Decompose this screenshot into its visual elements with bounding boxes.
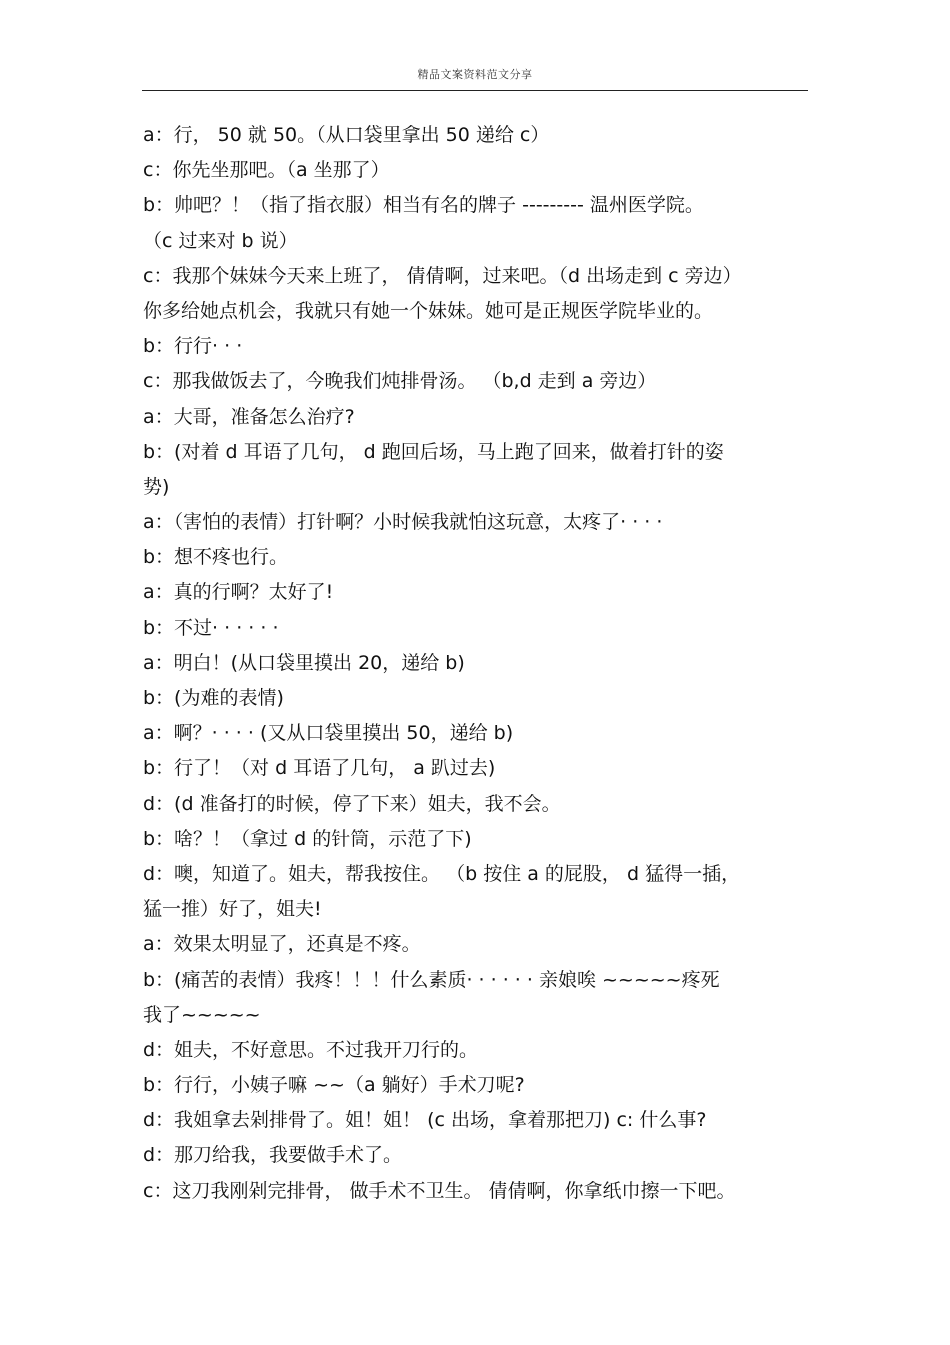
text-line: a：大哥，准备怎么治疗? [143, 405, 355, 428]
text-line: d：我姐拿去剁排骨了。姐！姐！ (c 出场，拿着那把刀) c: 什么事? [143, 1109, 707, 1132]
text-line: b：帅吧？！（指了指衣服）相当有名的牌子 --------- 温州医学院。 [143, 194, 704, 217]
text-line: b：行了！（对 d 耳语了几句， a 趴过去) [143, 757, 496, 780]
text-line: c：这刀我刚剁完排骨， 做手术不卫生。 倩倩啊，你拿纸巾擦一下吧。 [143, 1179, 736, 1202]
text-line: b：想不疼也行。 [143, 546, 289, 569]
text-line: b：(为难的表情) [143, 687, 284, 709]
text-line: 猛一推）好了，姐夫! [143, 898, 322, 921]
text-line: （c 过来对 b 说） [143, 229, 298, 252]
text-line: a：真的行啊？太好了! [143, 581, 334, 604]
text-line: a：（害怕的表情）打针啊？小时候我就怕这玩意，太疼了· · · · [143, 511, 663, 534]
text-line: c：我那个妹妹今天来上班了， 倩倩啊，过来吧。（d 出场走到 c 旁边） [143, 264, 742, 287]
text-line: c：那我做饭去了，今晚我们炖排骨汤。 （b,d 走到 a 旁边） [143, 370, 657, 393]
text-line: b：不过· · · · · · [143, 616, 279, 639]
text-line: b：啥？！（拿过 d 的针筒，示范了下) [143, 827, 472, 850]
text-line: d：(d 准备打的时候，停了下来）姐夫，我不会。 [143, 792, 561, 815]
header-divider [142, 90, 808, 91]
text-line: a：啊？· · · · (又从口袋里摸出 50，递给 b) [143, 722, 514, 745]
text-line: b：行行· · · [143, 335, 243, 358]
page-header-title: 精品文案资料范文分享 [417, 68, 533, 81]
text-line: 你多给她点机会，我就只有她一个妹妹。她可是正规医学院毕业的。 [143, 299, 714, 322]
text-line: 我了~~~~~ [143, 1003, 261, 1026]
text-line: d：噢，知道了。姐夫，帮我按住。 （b 按住 a 的屁股， d 猛得一插， [143, 862, 741, 885]
text-line: c：你先坐那吧。（a 坐那了） [143, 159, 390, 182]
text-line: d：那刀给我，我要做手术了。 [143, 1144, 403, 1167]
text-line: b：行行，小姨子嘛 ~~（a 躺好）手术刀呢? [143, 1074, 525, 1097]
text-line: a：明白！(从口袋里摸出 20，递给 b) [143, 651, 465, 674]
text-line: b：(痛苦的表情）我疼！！！什么素质· · · · · · 亲娘唉 ~~~~~疼死 [143, 968, 720, 991]
text-line: a：行， 50 就 50。（从口袋里拿出 50 递给 c） [143, 124, 550, 146]
script-body [143, 118, 807, 1209]
text-line: b：(对着 d 耳语了几句， d 跑回后场，马上跑了回来，做着打针的姿 [143, 440, 724, 463]
text-line: 势) [143, 475, 170, 498]
text-line: d：姐夫，不好意思。不过我开刀行的。 [143, 1038, 479, 1061]
text-line: a：效果太明显了，还真是不疼。 [143, 933, 421, 956]
